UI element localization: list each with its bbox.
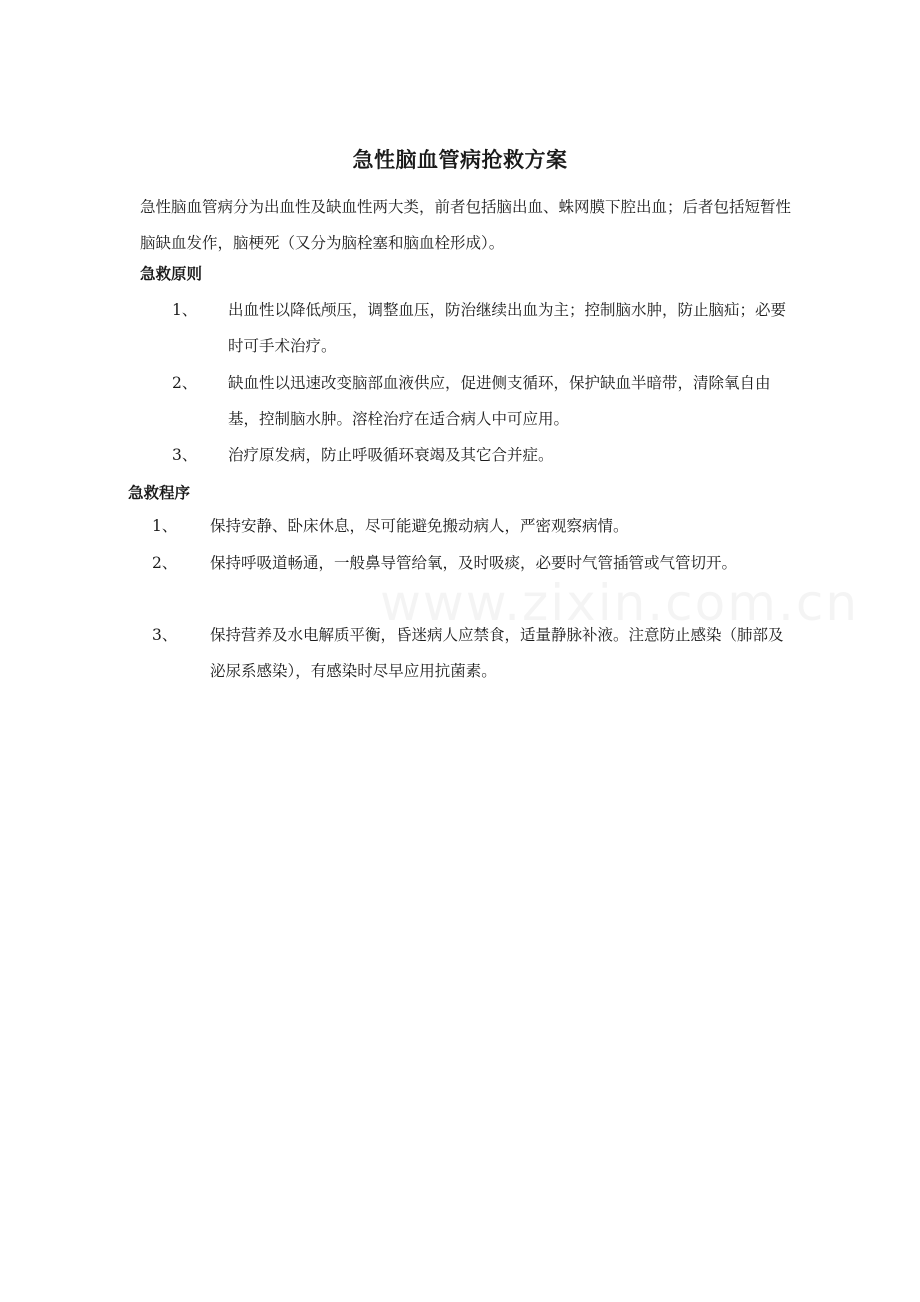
principle-number: 2、 — [172, 374, 198, 392]
procedure-number: 2、 — [152, 554, 178, 572]
procedure-number: 3、 — [152, 626, 178, 644]
procedure-text: 保持呼吸道畅通，一般鼻导管给氧，及时吸痰，必要时气管插管或气管切开。 — [210, 554, 738, 572]
procedure-text: 保持营养及水电解质平衡，昏迷病人应禁食，适量静脉补液。注意防止感染（肺部及泌尿系感染），有感染时尽早应用抗菌素。 — [210, 626, 784, 680]
principle-text: 出血性以降低颅压，调整血压，防治继续出血为主；控制脑水肿，防止脑疝；必要时可手术治疗。 — [228, 301, 787, 355]
intro-paragraph: 急性脑血管病分为出血性及缺血性两大类，前者包括脑出血、蛛网膜下腔出血；后者包括短暂性脑缺血发作，脑梗死（又分为脑栓塞和脑血栓形成）。 — [140, 198, 792, 252]
procedure-text: 保持安静、卧床休息，尽可能避免搬动病人，严密观察病情。 — [210, 517, 629, 535]
principle-text: 缺血性以迅速改变脑部血液供应，促进侧支循环，保护缺血半暗带，清除氧自由基，控制脑水肿。溶栓治疗在适合病人中可应用。 — [228, 374, 771, 428]
principle-text: 治疗原发病，防止呼吸循环衰竭及其它合并症。 — [228, 446, 554, 464]
procedures-heading: 急救程序 — [128, 484, 191, 502]
principles-heading: 急救原则 — [140, 265, 203, 283]
principle-number: 3、 — [172, 446, 198, 464]
procedure-number: 1、 — [152, 517, 178, 535]
document-title: 急性脑血管病抢救方案 — [352, 148, 568, 172]
principle-number: 1、 — [172, 301, 198, 319]
